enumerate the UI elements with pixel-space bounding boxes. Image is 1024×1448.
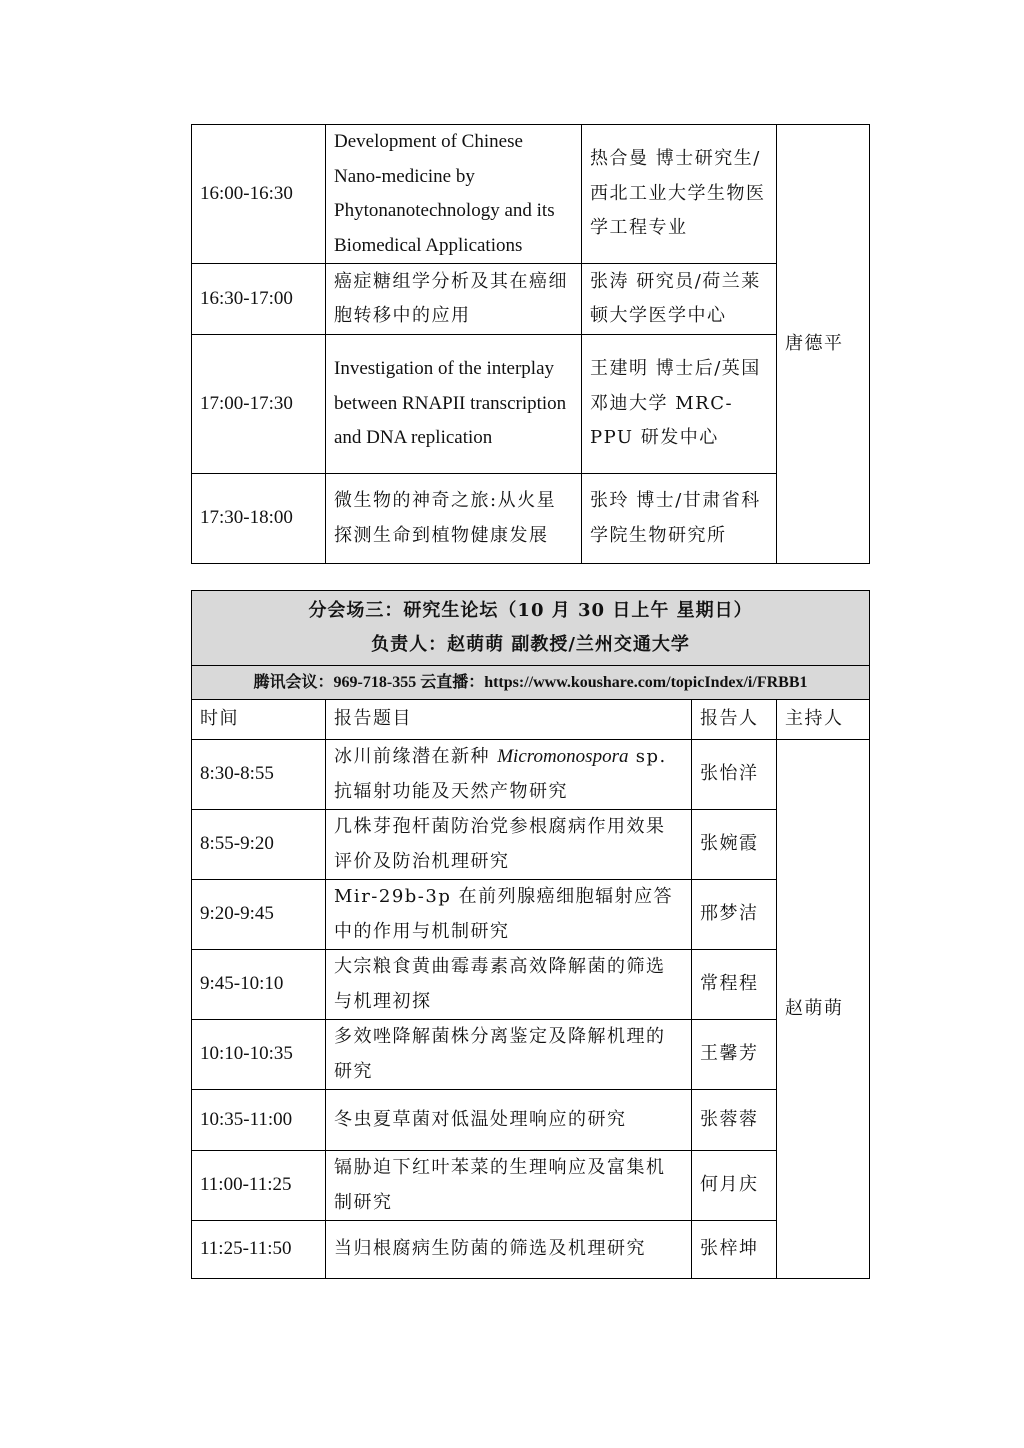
table-row xyxy=(192,125,870,264)
speaker-cell: 邢梦洁 xyxy=(692,880,777,950)
time-cell: 9:45-10:10 xyxy=(192,950,326,1020)
title-cell: 大宗粮食黄曲霉毒素高效降解菌的筛选与机理初探 xyxy=(326,950,692,1020)
time-cell: 11:00-11:25 xyxy=(192,1151,326,1221)
table-row xyxy=(192,335,870,474)
speaker-cell: 张蓉蓉 xyxy=(692,1090,777,1151)
speaker-cell: 王建明 博士后/英国邓迪大学 MRC-PPU 研发中心 xyxy=(582,335,777,474)
speaker-cell: 张涛 研究员/荷兰莱顿大学医学中心 xyxy=(582,264,777,335)
session-title-text: 分会场三：研究生论坛（10 月 30 日上午 星期日） xyxy=(308,600,753,621)
table-row xyxy=(192,1221,870,1279)
speaker-cell: 王馨芳 xyxy=(692,1020,777,1090)
title-cell: Development of Chinese Nano-medicine by Phytonanotechnology and its Biomedical Applications xyxy=(326,125,582,264)
column-header-time: 时间 xyxy=(192,700,326,740)
speaker-cell: 热合曼 博士研究生/西北工业大学生物医学工程专业 xyxy=(582,125,777,264)
title-cell xyxy=(326,740,692,810)
title-cell: 微生物的神奇之旅:从火星探测生命到植物健康发展 xyxy=(326,474,582,564)
column-header-title: 报告题目 xyxy=(326,700,692,740)
speaker-cell: 张怡洋 xyxy=(692,740,777,810)
previous-session-table xyxy=(191,124,870,564)
title-cell: 癌症糖组学分析及其在癌细胞转移中的应用 xyxy=(326,264,582,335)
column-header-speaker: 报告人 xyxy=(692,700,777,740)
table-row xyxy=(192,950,870,1020)
time-cell: 10:35-11:00 xyxy=(192,1090,326,1151)
table-row xyxy=(192,474,870,564)
speaker-cell: 张玲 博士/甘肃省科学院生物研究所 xyxy=(582,474,777,564)
meeting-info-row xyxy=(192,666,870,700)
time-cell: 11:25-11:50 xyxy=(192,1221,326,1279)
table-row xyxy=(192,1151,870,1221)
table-row xyxy=(192,1090,870,1151)
title-cell: Mir-29b-3p 在前列腺癌细胞辐射应答中的作用与机制研究 xyxy=(326,880,692,950)
table-row xyxy=(192,1020,870,1090)
session-title xyxy=(192,591,870,666)
title-cell: 几株芽孢杆菌防治党参根腐病作用效果评价及防治机理研究 xyxy=(326,810,692,880)
column-header-host: 主持人 xyxy=(777,700,870,740)
meeting-info: 腾讯会议：969-718-355 云直播：https://www.koushare.com/topicIndex/i/FRBB1 xyxy=(192,666,870,700)
table-row xyxy=(192,740,870,810)
title-cell: 镉胁迫下红叶苯菜的生理响应及富集机制研究 xyxy=(326,1151,692,1221)
time-cell: 16:00-16:30 xyxy=(192,125,326,264)
speaker-cell: 张梓坤 xyxy=(692,1221,777,1279)
time-cell: 17:00-17:30 xyxy=(192,335,326,474)
time-cell: 10:10-10:35 xyxy=(192,1020,326,1090)
title-text: sp. 抗辐射功能及天然产物研究 xyxy=(334,746,667,802)
title-cell: Investigation of the interplay between RNAPII transcription and DNA replication xyxy=(326,335,582,474)
species-name: Micromonospora xyxy=(497,746,629,767)
column-header-row xyxy=(192,700,870,740)
table-row xyxy=(192,264,870,335)
session-three-table xyxy=(191,590,870,1279)
title-text: 冰川前缘潜在新种 xyxy=(334,746,498,767)
speaker-cell: 张婉霞 xyxy=(692,810,777,880)
time-cell: 17:30-18:00 xyxy=(192,474,326,564)
speaker-cell: 何月庆 xyxy=(692,1151,777,1221)
time-cell: 8:30-8:55 xyxy=(192,740,326,810)
session-header-row xyxy=(192,591,870,666)
title-cell: 多效唑降解菌株分离鉴定及降解机理的研究 xyxy=(326,1020,692,1090)
time-cell: 9:20-9:45 xyxy=(192,880,326,950)
speaker-cell: 常程程 xyxy=(692,950,777,1020)
title-cell: 当归根腐病生防菌的筛选及机理研究 xyxy=(326,1221,692,1279)
host-cell: 唐德平 xyxy=(777,125,870,564)
time-cell: 16:30-17:00 xyxy=(192,264,326,335)
title-cell: 冬虫夏草菌对低温处理响应的研究 xyxy=(326,1090,692,1151)
session-leader-text: 负责人：赵萌萌 副教授/兰州交通大学 xyxy=(371,634,690,655)
table-row xyxy=(192,810,870,880)
time-cell: 8:55-9:20 xyxy=(192,810,326,880)
table-row xyxy=(192,880,870,950)
host-cell: 赵萌萌 xyxy=(777,740,870,1279)
